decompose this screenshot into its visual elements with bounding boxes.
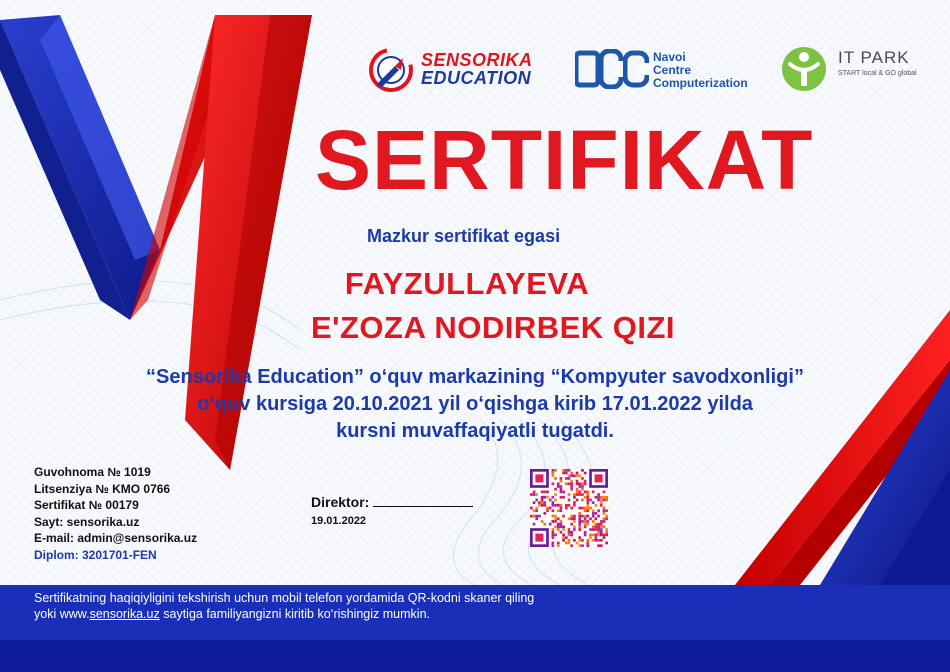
footer-prefix: yoki www. xyxy=(34,607,90,621)
director-label: Direktor: xyxy=(311,494,370,510)
sensorika-logo-line2: EDUCATION xyxy=(421,68,532,88)
qr-code-icon xyxy=(530,469,608,547)
itpark-logo xyxy=(778,44,938,94)
issuer-info xyxy=(34,464,197,564)
footer-line-1: Sertifikatning haqiqiyligini tekshirish uchun mobil telefon yordamida QR-kodni skaner qiling xyxy=(34,591,535,605)
website: Sayt: sensorika.uz xyxy=(34,514,140,529)
email: E-mail: admin@sensorika.uz xyxy=(34,531,198,546)
ncc-line2: Centre xyxy=(653,63,692,77)
ncc-line3: Computerization xyxy=(653,76,748,90)
body-line-3: kursni muvaffaqiyatli tugatdi. xyxy=(336,420,614,442)
body-line-2: o‘quv kursiga 20.10.2021 yil o‘qishga kirib 17.01.2022 yilda xyxy=(197,393,753,415)
itpark-title: IT PARK xyxy=(838,48,910,67)
footer-line-2 xyxy=(34,606,534,622)
sensorika-emblem-icon xyxy=(365,44,417,94)
itpark-tagline: START local & GO global xyxy=(838,70,917,77)
ncc-logo xyxy=(575,45,765,91)
itpark-emblem-icon xyxy=(778,44,830,94)
signature-line xyxy=(373,496,473,507)
footer-suffix: saytiga familiyangizni kiritib ko‘rishingiz mumkin. xyxy=(159,607,430,621)
holder-surname: FAYZULLAYEVA xyxy=(344,266,590,301)
ncc-line1: Navoi xyxy=(653,50,686,64)
ncc-emblem-icon xyxy=(575,49,649,89)
signature-date: 19.01.2022 xyxy=(311,515,367,527)
guvohnoma: Guvohnoma № 1019 xyxy=(34,465,151,479)
certificate-title: SERTIFIKAT xyxy=(315,113,814,207)
director-signature xyxy=(311,494,473,510)
holder-intro: Mazkur sertifikat egasi xyxy=(367,226,561,246)
diplom-number: Diplom: 3201701-FEN xyxy=(34,547,157,562)
sertifikat-number: Sertifikat № 00179 xyxy=(34,498,139,513)
certificate-body xyxy=(60,364,890,445)
sensorika-logo xyxy=(365,44,535,90)
body-line-1: “Sensorika Education” o‘quv markazining “Kompyuter savodxonligi” xyxy=(146,366,804,388)
footer-site-link[interactable]: sensorika.uz xyxy=(89,607,160,621)
sensorika-logo-line1: SENSORIKA xyxy=(421,50,533,70)
verification-note xyxy=(34,590,534,622)
holder-given-name: E'ZOZA NODIRBEK QIZI xyxy=(310,310,676,345)
ncc-logo-text xyxy=(653,51,748,90)
litsenziya: Litsenziya № KMO 0766 xyxy=(34,481,171,496)
